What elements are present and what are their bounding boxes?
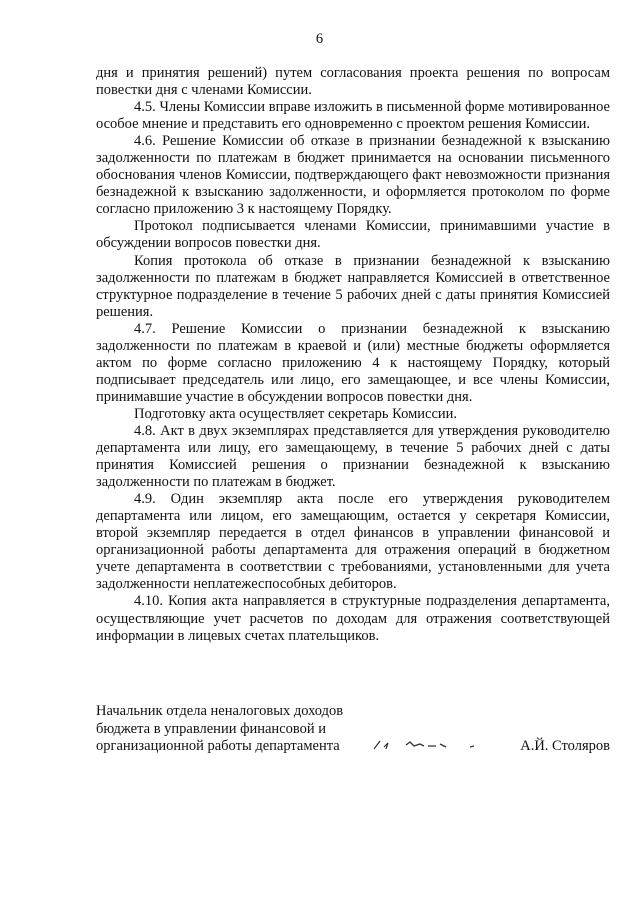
paragraph-protocol-copy: Копия протокола об отказе в признании безнадежной к взысканию задолженности по платежам в бюджет направляется Комиссией в ответственное структурное подразделение в течение 5 рабочих дней с даты принятия Комиссией решения. <box>96 252 610 320</box>
paragraph-4-10: 4.10. Копия акта направляется в структурные подразделения департамента, осуществляющие учет расчетов по доходам для отражения соответствующей информации в лицевых счетах плательщиков. <box>96 593 610 644</box>
paragraph-4-8: 4.8. Акт в двух экземплярах представляется для утверждения руководителю департамента или лицу, его замещающему, в течение 5 рабочих дней с даты принятия Комиссией решения о признании безнадежной к взысканию задолженности по платежам в бюджет. <box>96 422 610 491</box>
signatory-name: А.Й. Столяров <box>520 738 610 754</box>
paragraph-act-preparation: Подготовку акта осуществляет секретарь Комиссии. <box>134 405 458 422</box>
paragraph-protocol-signing: Протокол подписывается членами Комиссии, принимавшими участие в обсуждении вопросов повестки дня. <box>96 218 610 252</box>
paragraph-4-5: 4.5. Члены Комиссии вправе изложить в письменной форме мотивированное особое мнение и представить его одновременно с проектом решения Комиссии. <box>96 99 610 133</box>
paragraph-4-6: 4.6. Решение Комиссии об отказе в признании безнадежной к взысканию задолженности по платежам в бюджет принимается на основании письменного обоснования членов Комиссии, подтверждающего факт невозможности признания безнадежной к взысканию задолженности, и оформляется протоколом по форме согласно приложению 3 к настоящему Порядку. <box>96 133 610 218</box>
signature-title-line-2: бюджета в управлении финансовой и <box>96 720 327 737</box>
signature-title-line-3: организационной работы департамента <box>96 738 340 754</box>
paragraph-continuation: дня и принятия решений) путем согласования проекта решения по вопросам повестки дня с членами Комиссии. <box>96 65 610 99</box>
paragraph-4-7: 4.7. Решение Комиссии о признании безнадежной к взысканию задолженности по платежам в краевой и (или) местные бюджеты оформляется актом по форме согласно приложению 4 к настоящему Порядку, который подписывает председатель или лицо, его замещающее, и все члены Комиссии, принимавшие участие в обсуждении вопросов повестки дня. <box>96 320 610 405</box>
signature-title-line-1: Начальник отдела неналоговых доходов <box>96 703 344 719</box>
document-body <box>96 65 610 645</box>
page-number: 6 <box>315 31 324 47</box>
paragraph-4-9: 4.9. Один экземпляр акта после его утверждения руководителем департамента или лицом, его замещающим, остается у секретаря Комиссии, второй экземпляр передается в отдел финансов в управлении финансовой и организационной работы департамента для отражения операций в бюджетном учете департамента в соответствии с требованиями, установленными для учета задолженности неплатежеспособных дебиторов. <box>96 491 610 593</box>
handwritten-signature <box>366 735 486 753</box>
signature-block <box>96 703 610 756</box>
